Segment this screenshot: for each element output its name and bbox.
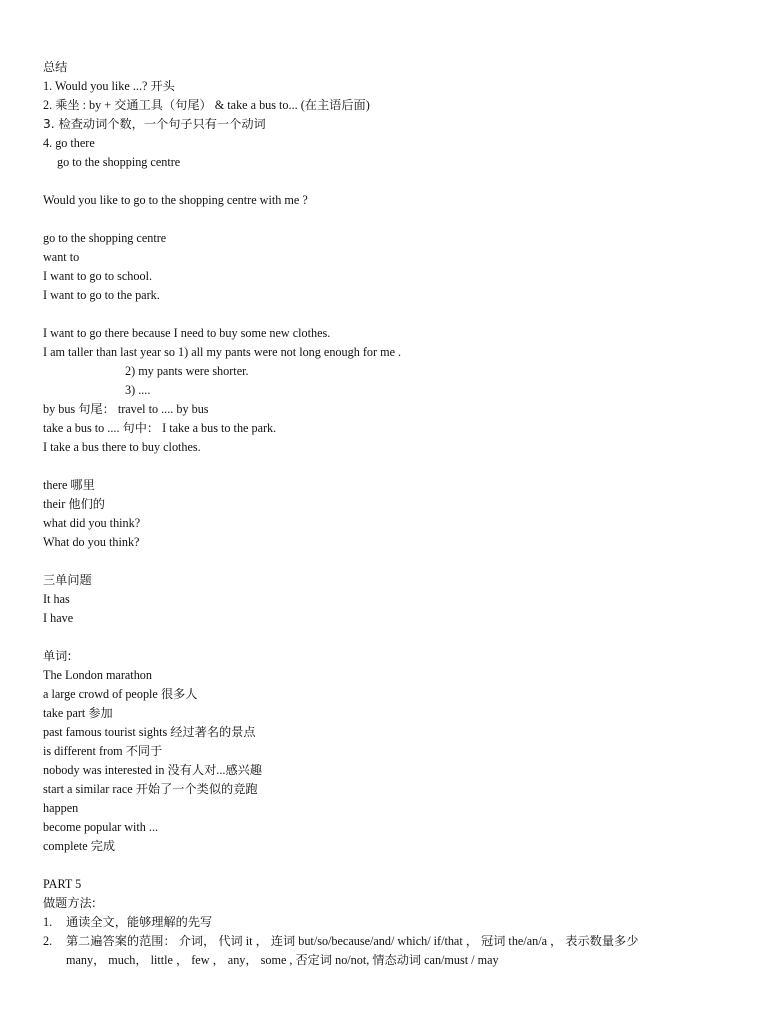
document-page	[43, 58, 733, 970]
because-line-3: 2) my pants were shorter.	[125, 364, 249, 378]
summary-item-2: 2. 乘坐 : by + 交通工具（句尾） & take a bus to... (在主语后面)	[43, 98, 370, 112]
spacer	[43, 552, 733, 571]
vocab-item-7: start a similar race 开始了一个类似的竞跑	[43, 782, 258, 796]
go-line-1: go to the shopping centre	[43, 231, 167, 245]
part5-step-2	[43, 932, 733, 951]
spacer	[43, 305, 733, 324]
vocab-item-3: take part 参加	[43, 706, 113, 720]
because-line-1: I want to go there because I need to buy some new clothes.	[43, 326, 331, 340]
spacer	[43, 172, 733, 191]
because-line-4: 3) ....	[125, 383, 151, 397]
vocab-item-2: a large crowd of people 很多人	[43, 687, 198, 701]
vocab-title: 单词:	[43, 649, 72, 663]
vocab-item-1: The London marathon	[43, 668, 152, 682]
bus-line-1: by bus 句尾： travel to .... by bus	[43, 402, 209, 416]
summary-item-3: 3. 检查动词个数，一个句子只有一个动词	[43, 117, 266, 131]
summary-title: 总结	[43, 60, 68, 74]
part5-step-2-continuation: many， much， little ， few ， any， some , 否定词 no/not, 情态动词 can/must / may	[66, 953, 499, 967]
vocab-item-5: is different from 不同于	[43, 744, 163, 758]
go-line-3: I want to go to school.	[43, 269, 152, 283]
vocab-item-9: become popular with ...	[43, 820, 159, 834]
vocab-item-10: complete 完成	[43, 839, 116, 853]
summary-item-4-example: go to the shopping centre	[57, 155, 181, 169]
spacer	[43, 628, 733, 647]
there-line-4: What do you think?	[43, 535, 140, 549]
third-person-item-2: I have	[43, 611, 74, 625]
vocab-item-4: past famous tourist sights 经过著名的景点	[43, 725, 256, 739]
vocab-item-6: nobody was interested in 没有人对...感兴趣	[43, 763, 263, 777]
part5-method-title: 做题方法:	[43, 896, 96, 910]
part5-title: PART 5	[43, 877, 82, 891]
example-sentence: Would you like to go to the shopping centre with me ?	[43, 193, 308, 207]
step-text: 通读全文，能够理解的先写	[66, 915, 213, 929]
spacer	[43, 210, 733, 229]
part5-step-1	[43, 913, 733, 932]
spacer	[43, 856, 733, 875]
because-line-2: I am taller than last year so 1) all my pants were not long enough for me .	[43, 345, 402, 359]
there-line-1: there 哪里	[43, 478, 95, 492]
summary-item-4: 4. go there	[43, 136, 95, 150]
bus-line-2: take a bus to .... 句中： I take a bus to the park.	[43, 421, 277, 435]
step-number: 1.	[43, 915, 53, 929]
third-person-item-1: It has	[43, 592, 70, 606]
bus-line-3: I take a bus there to buy clothes.	[43, 440, 201, 454]
go-line-2: want to	[43, 250, 80, 264]
vocab-item-8: happen	[43, 801, 79, 815]
third-person-title: 三单问题	[43, 573, 92, 587]
step-text: 第二遍答案的范围： 介词， 代词 it ， 连词 but/so/because/and/ which/ if/that ， 冠词 the/an/a ， 表示数量多少	[66, 934, 639, 948]
step-number: 2.	[43, 934, 53, 948]
go-line-4: I want to go to the park.	[43, 288, 160, 302]
there-line-2: their 他们的	[43, 497, 105, 511]
spacer	[43, 457, 733, 476]
summary-item-1: 1. Would you like ...? 开头	[43, 79, 175, 93]
there-line-3: what did you think?	[43, 516, 141, 530]
